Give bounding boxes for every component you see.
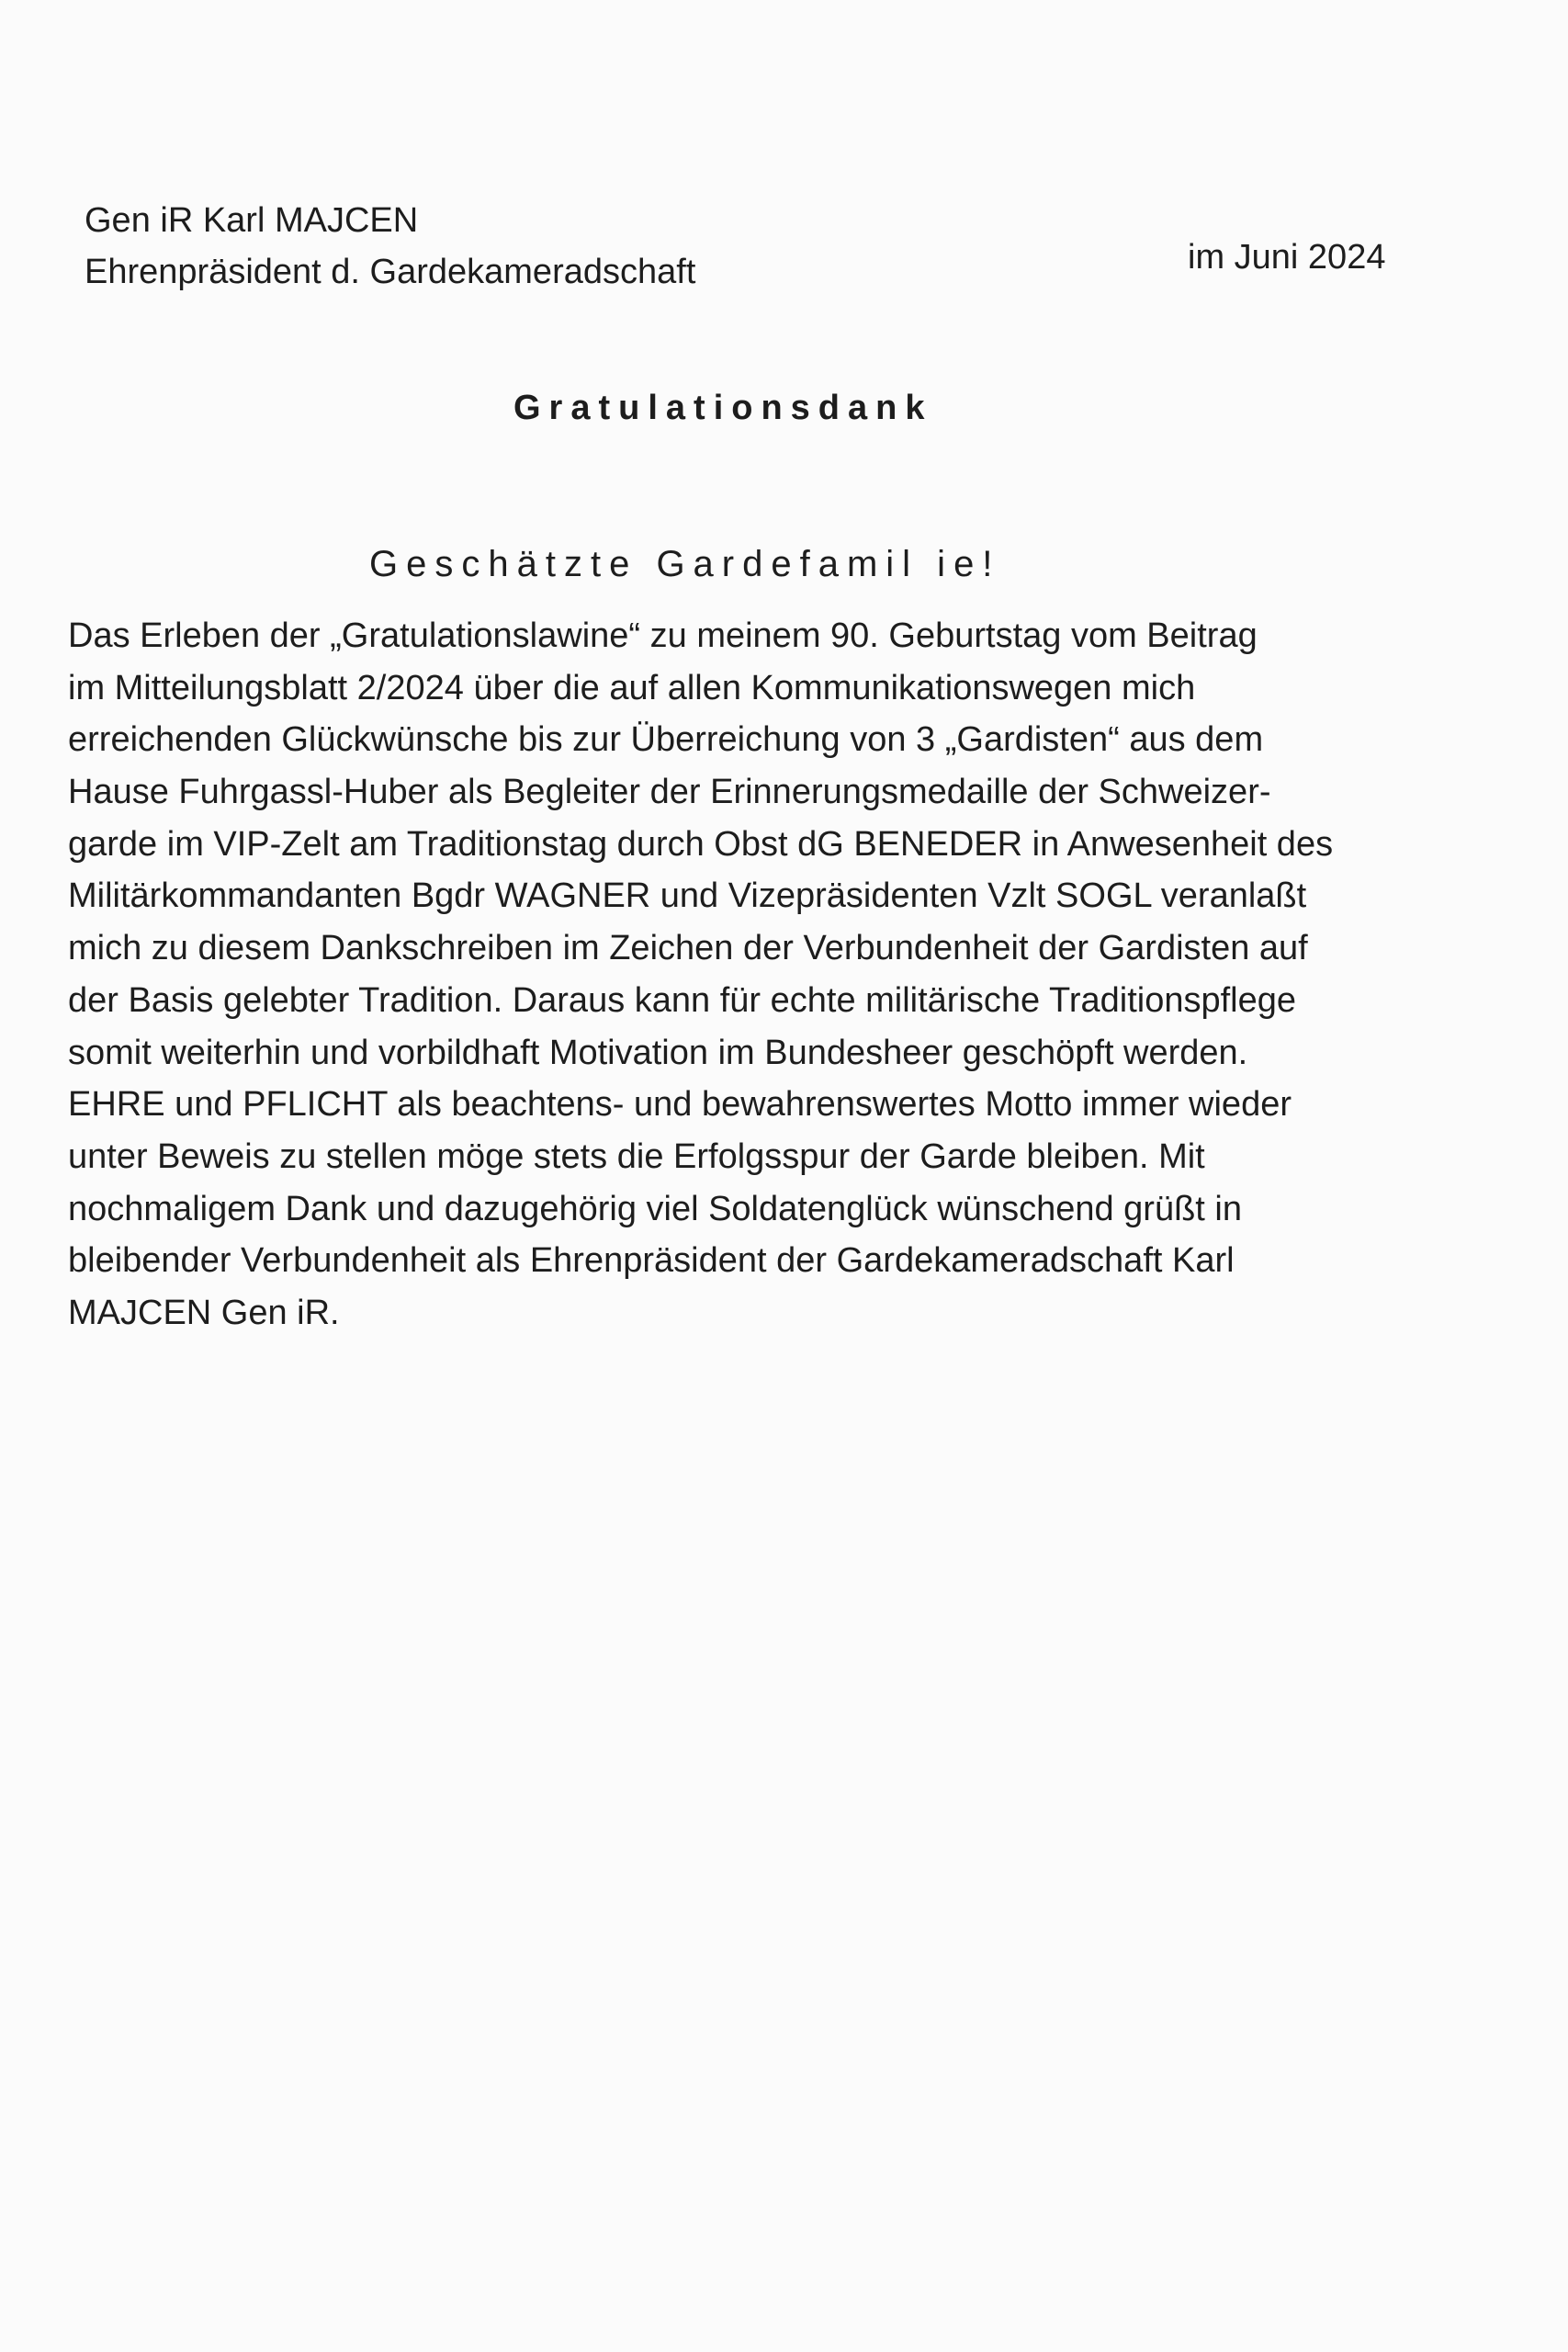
body-line: der Basis gelebter Tradition. Daraus kann für echte militärische Traditionspflege: [68, 980, 1297, 1020]
body-line: unter Beweis zu stellen möge stets die Erfolgsspur der Garde bleiben. Mit: [68, 1136, 1205, 1176]
body-line: EHRE und PFLICHT als beachtens- und bewahrenswertes Motto immer wieder: [68, 1085, 1292, 1125]
sender-title: Ehrenpräsident d. Gardekameradschaft: [85, 253, 696, 291]
sender-name: Gen iR Karl MAJCEN: [85, 201, 419, 240]
letter-title: Gratulationsdank: [513, 389, 933, 427]
letter-date: im Juni 2024: [1188, 238, 1386, 277]
body-line: MAJCEN Gen iR.: [68, 1293, 340, 1332]
body-line: Militärkommandanten Bgdr WAGNER und Vizepräsidenten Vzlt SOGL veranlaßt: [68, 876, 1307, 916]
body-line: mich zu diesem Dankschreiben im Zeichen der Verbundenheit der Gardisten auf: [68, 929, 1308, 968]
body-line: Das Erleben der „Gratulationslawine“ zu meinem 90. Geburtstag vom Beitrag: [68, 616, 1258, 655]
letter-body: [68, 610, 1501, 1340]
body-line: im Mitteilungsblatt 2/2024 über die auf allen Kommunikationswegen mich: [68, 668, 1196, 707]
body-line: Hause Fuhrgassl-Huber als Begleiter der Erinnerungsmedaille der Schweizer-: [68, 773, 1271, 812]
salutation: Geschätzte Gardefamil ie!: [369, 544, 1001, 584]
body-line: nochmaligem Dank und dazugehörig viel Soldatenglück wünschend grüßt in: [68, 1189, 1242, 1228]
body-line: bleibender Verbundenheit als Ehrenpräsident der Gardekameradschaft Karl: [68, 1241, 1235, 1281]
body-line: erreichenden Glückwünsche bis zur Überreichung von 3 „Gardisten“ aus dem: [68, 720, 1264, 760]
body-line: somit weiterhin und vorbildhaft Motivation im Bundesheer geschöpft werden.: [68, 1033, 1248, 1072]
sender-block: [85, 195, 695, 298]
body-line: garde im VIP-Zelt am Traditionstag durch Obst dG BENEDER in Anwesenheit des: [68, 824, 1334, 864]
